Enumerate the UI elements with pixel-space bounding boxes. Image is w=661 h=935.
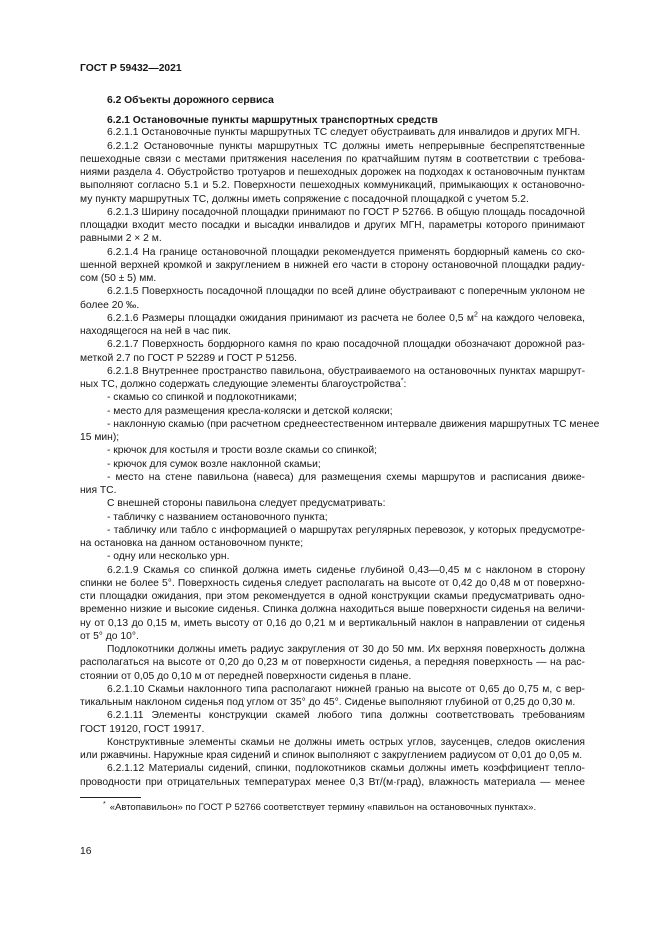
text-line <box>80 312 585 325</box>
footnote-marker: * <box>103 800 106 808</box>
footnote-separator <box>80 797 141 798</box>
text-line: меткой 2.7 по ГОСТ Р 52289 и ГОСТ Р 51256. <box>80 352 298 364</box>
clause-6-2-1-12 <box>80 762 585 789</box>
clause-6-2-1-6 <box>80 312 585 339</box>
clause-6-2-1-5 <box>80 285 585 312</box>
text-line: ния ТС. <box>80 485 117 497</box>
text-line: - табличку с названием остановочного пункта; <box>107 511 328 523</box>
clause-6-2-1-3 <box>80 206 585 246</box>
text-line: проводности при отрицательных температурах менее 0,3 Вт/(м·град), влажность материала — менее <box>80 776 585 788</box>
text-line: - крючок для сумок возле наклонной скамьи; <box>107 458 321 470</box>
text-line: 6.2.1.5 Поверхность посадочной площадки по всей длине обустраивают с поперечным уклоном не <box>107 286 585 298</box>
text-line: равными 2 × 2 м. <box>80 233 162 245</box>
list-item-wheelchair-space <box>80 405 585 418</box>
list-item-schedule-board-space <box>80 471 585 498</box>
bench-edges-paragraph <box>80 736 585 763</box>
text-line: сом (50 ± 5) мм. <box>80 273 157 285</box>
list-item-inclined-bench <box>80 418 600 445</box>
text-line: или ржавчины. Наружные края сидений и спинок выполняют с закруглением радиусом от 0,01 до 0,05 м. <box>80 750 583 762</box>
text-line: 6.2.1.8 Внутреннее пространство павильона, обустраиваемого на остановочных пунктах маршрут- <box>107 365 585 377</box>
list-item-stop-name-sign <box>80 511 585 524</box>
text-line: стоянии от 0,05 до 0,10 м от передней поверхности сиденья в плане. <box>80 670 412 682</box>
clause-6-2-1-4 <box>80 246 585 286</box>
standard-designation: ГОСТ Р 59432—2021 <box>80 62 182 74</box>
text-line: временно низкие и высокие сиденья. Спинка должна находиться выше поверхности сиденья на величи- <box>80 604 585 616</box>
text-segment: на каждого человека, <box>477 312 585 324</box>
text-line: от 5° до 10°. <box>80 630 139 642</box>
text-line: выполняют согласно 5.1 и 5.2. Поверхности пешеходных коммуникаций, примыкающих к остановочно- <box>80 180 585 192</box>
text-line: ниями раздела 4. Обустройство тротуаров и пешеходных дорожек на подходах к остановочным пунктам <box>80 167 585 179</box>
text-line: Подлокотники должны иметь радиус закругления от 30 до 50 мм. Их верхняя поверхность должна <box>107 644 585 656</box>
list-item-bench-with-armrests <box>80 391 585 404</box>
list-item-litter-bins <box>80 550 585 563</box>
clause-6-2-1-11 <box>80 709 585 736</box>
text-line: 6.2.1.11 Элементы конструкции скамей любого типа должны соответствовать требованиям <box>107 710 585 722</box>
text-segment: 6.2.1.6 Размеры площадки ожидания принимают из расчета не более 0,5 м <box>107 312 474 324</box>
text-line: 6.2.1.7 Поверхность бордюрного камня по краю посадочной площадки обозначают дорожной раз- <box>107 339 585 351</box>
text-line: площадки входит место посадки и высадки инвалидов и других МГН, параметры которого принимают <box>80 220 585 232</box>
text-line: - скамью со спинкой и подлокотниками; <box>107 392 297 404</box>
clause-6-2-1-8 <box>80 365 585 392</box>
clause-6-2-1-9 <box>80 564 585 644</box>
text-line: - крючок для костыля и трости возле скамьи со спинкой; <box>107 445 378 457</box>
text-line: ГОСТ 19120, ГОСТ 19917. <box>80 723 205 735</box>
text-line: му пункту маршрутных ТС, должны иметь сопряжение с посадочной площадкой с учетом 5.2. <box>80 193 529 205</box>
text-line: Конструктивные элементы скамьи не должны иметь острых углов, заусенцев, следов окисления <box>107 736 585 748</box>
section-title: 6.2 Объекты дорожного сервиса <box>107 94 274 106</box>
text-line: - место на стене павильона (навеса) для размещения схемы маршрутов и расписания движе- <box>107 471 585 483</box>
clause-6-2-1-7 <box>80 338 585 365</box>
text-line: пешеходные связи с местами притяжения населения по кратчайшим путям в соответствии с требова- <box>80 153 585 165</box>
text-line: шенной верхней кромкой и закруглением в нижней его части в сторону остановочной площадки радиу- <box>80 259 585 271</box>
text-line: - место для размещения кресла-коляски и детской коляски; <box>107 405 393 417</box>
text-line: сти площадки ожидания, при этом рекомендуется в одной конструкции скамьи предусматривать одно- <box>80 591 585 603</box>
text-line: С внешней стороны павильона следует предусматривать: <box>107 498 386 510</box>
text-line: 6.2.1.1 Остановочные пункты маршрутных ТС следует обустраивать для инвалидов и других МГН. <box>107 127 581 139</box>
clause-6-2-1-10 <box>80 683 585 710</box>
text-segment: ных ТС, должно содержать следующие элементы благоустройства <box>80 379 401 391</box>
list-item-crutch-hook <box>80 444 585 457</box>
list-item-route-info-sign <box>80 524 585 551</box>
subsection-title: 6.2.1 Остановочные пункты маршрутных транспортных средств <box>107 114 438 126</box>
text-line: 6.2.1.9 Скамья со спинкой должна иметь сиденье глубиной 0,43—0,45 м с наклоном в сторону <box>107 564 585 576</box>
text-line: спинки не более 5°. Поверхность сиденья следует располагать на высоте от 0,42 до 0,48 м от поверхно- <box>80 577 585 589</box>
text-line: 6.2.1.12 Материалы сидений, спинки, подлокотников скамьи должны иметь коэффициент тепло- <box>107 763 585 775</box>
text-line <box>80 378 585 391</box>
text-line: 6.2.1.2 Остановочные пункты маршрутных ТС должны иметь непрерывные беспрепятственные <box>107 140 585 152</box>
text-line: - табличку или табло с информацией о маршрутах регулярных перевозок, у которых предусмотре- <box>107 524 585 536</box>
text-line: тикальным наклоном сиденья под углом от 35° до 45°. Сиденье выполняют глубиной от 0,25 до 0,30 м. <box>80 697 576 709</box>
armrests-paragraph <box>80 643 585 683</box>
footnote-text: «Автопавильон» по ГОСТ Р 52766 соответствует термину «павильон на остановочных пунктах». <box>109 802 537 813</box>
body-text <box>80 126 600 789</box>
text-line: - наклонную скамью (при расчетном среднеестественном интервале движения маршрутных ТС менее <box>107 418 600 430</box>
text-segment: : <box>403 379 407 391</box>
text-line: - одну или несколько урн. <box>107 551 230 563</box>
footnote-reference: * <box>400 377 404 385</box>
footnote <box>80 802 600 814</box>
text-line: на остановка на данном остановочном пункте; <box>80 538 304 550</box>
list-item-bag-hook <box>80 458 585 471</box>
exterior-requirements-intro <box>80 497 585 510</box>
text-line: располагаться на высоте от 0,20 до 0,23 м от поверхности сиденья, а передняя поверхность — на рас- <box>80 657 585 669</box>
superscript-exponent: 2 <box>473 311 478 319</box>
page-number: 16 <box>80 846 92 857</box>
clause-6-2-1-2 <box>80 140 585 206</box>
text-line: 15 мин); <box>80 432 120 444</box>
clause-6-2-1-1 <box>80 126 585 139</box>
text-line: 6.2.1.4 На границе остановочной площадки рекомендуется применять бордюрный камень со ско- <box>107 246 585 258</box>
text-line: 6.2.1.3 Ширину посадочной площадки принимают по ГОСТ Р 52766. В общую площадь посадочной <box>107 206 585 218</box>
text-line: более 20 ‰. <box>80 299 140 311</box>
text-line: 6.2.1.10 Скамьи наклонного типа располагают нижней гранью на высоте от 0,65 до 0,75 м, с вер- <box>107 683 585 695</box>
text-line: ну от 0,13 до 0,15 м, иметь высоту от 0,16 до 0,21 м и вертикальный наклон в направлении от сиденья <box>80 617 585 629</box>
text-line: находящегося на ней в час пик. <box>80 326 231 338</box>
